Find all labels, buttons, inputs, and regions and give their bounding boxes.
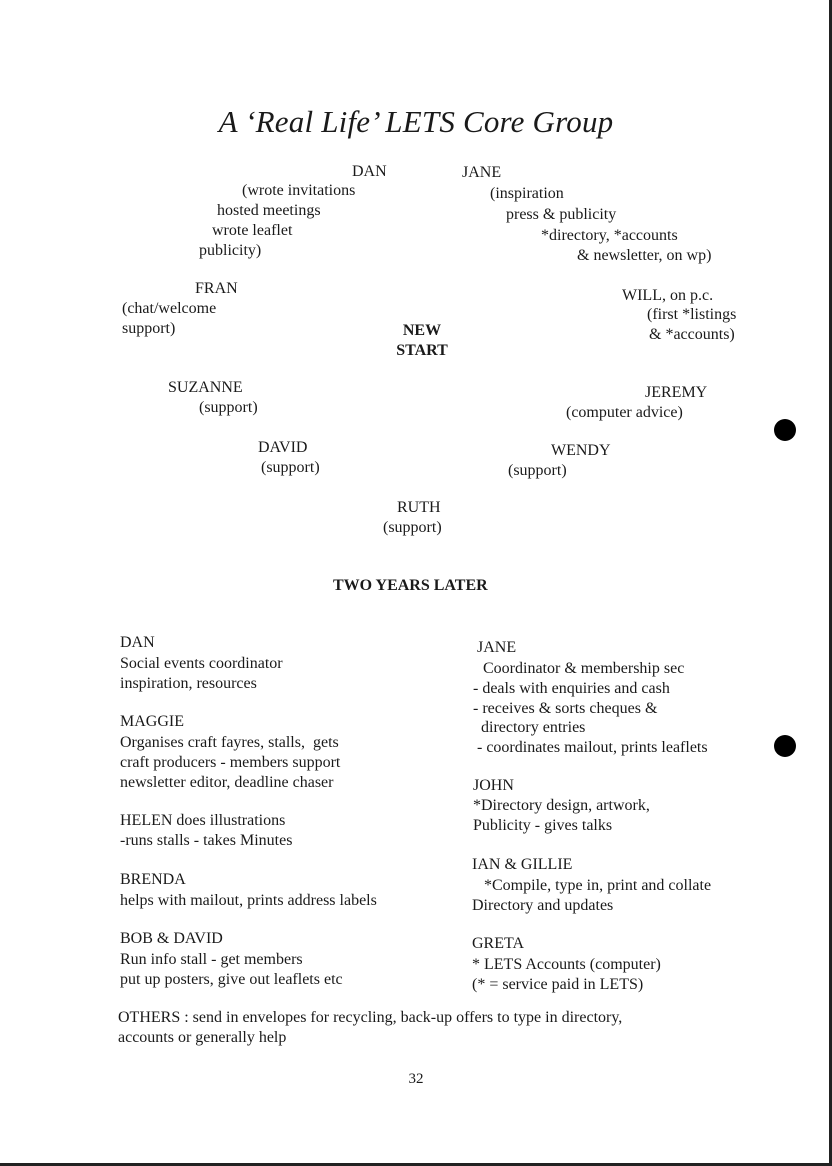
will-name: WILL, on p.c.: [622, 287, 714, 304]
wendy-note: (support): [508, 462, 567, 479]
david-name: DAVID: [258, 439, 308, 456]
page-number: 32: [408, 1071, 424, 1087]
wendy-name: WENDY: [551, 442, 611, 459]
ruth-name: RUTH: [397, 499, 441, 516]
fran-note-1: (chat/welcome: [122, 300, 217, 317]
jane-note-4: & newsletter, on wp): [577, 247, 712, 264]
maggie-line-3: newsletter editor, deadline chaser: [120, 774, 334, 791]
later-dan-name: DAN: [120, 634, 155, 651]
helen-line-1: -runs stalls - takes Minutes: [120, 832, 293, 849]
dan-note-2: hosted meetings: [217, 202, 321, 219]
punch-hole-bottom: [774, 735, 796, 757]
jane-name: JANE: [462, 164, 502, 181]
later-jane-line-4: directory entries: [473, 719, 586, 736]
section-heading: TWO YEARS LATER: [333, 577, 488, 594]
suzanne-note: (support): [199, 399, 258, 416]
suzanne-name: SUZANNE: [168, 379, 243, 396]
later-dan-line-1: Social events coordinator: [120, 655, 283, 672]
jane-note-1: (inspiration: [490, 185, 564, 202]
maggie-line-2: craft producers - members support: [120, 754, 341, 771]
brenda-name: BRENDA: [120, 871, 186, 888]
brenda-line-1: helps with mailout, prints address labels: [120, 892, 377, 909]
center-label-line-2: START: [396, 342, 448, 359]
maggie-name: MAGGIE: [120, 713, 184, 730]
david-note: (support): [261, 459, 320, 476]
john-line-2: Publicity - gives talks: [473, 817, 613, 834]
bob-david-line-2: put up posters, give out leaflets etc: [120, 971, 343, 988]
greta-line-2: (* = service paid in LETS): [472, 976, 644, 993]
fran-name: FRAN: [195, 280, 238, 297]
jane-note-3: *directory, *accounts: [541, 227, 678, 244]
ruth-note: (support): [383, 519, 442, 536]
later-jane-name: JANE: [477, 639, 517, 656]
dan-name: DAN: [352, 163, 387, 180]
jane-note-2: press & publicity: [506, 206, 617, 223]
page-title: A ‘Real Life’ LETS Core Group: [218, 104, 614, 139]
jeremy-note: (computer advice): [566, 404, 683, 421]
bob-david-name: BOB & DAVID: [120, 930, 223, 947]
john-line-1: *Directory design, artwork,: [473, 797, 650, 814]
bob-david-line-1: Run info stall - get members: [120, 951, 303, 968]
others-line-2: accounts or generally help: [118, 1029, 287, 1046]
later-jane-line-2: - deals with enquiries and cash: [473, 680, 670, 697]
later-jane-line-5: - coordinates mailout, prints leaflets: [473, 739, 708, 756]
ian-gillie-name: IAN & GILLIE: [472, 856, 573, 873]
ian-gillie-line-2: Directory and updates: [472, 897, 614, 914]
dan-note-1: (wrote invitations: [242, 182, 356, 199]
dan-note-3: wrote leaflet: [212, 222, 293, 239]
fran-note-2: support): [122, 320, 176, 337]
later-jane-line-3: - receives & sorts cheques &: [473, 700, 658, 717]
center-label-line-1: NEW: [402, 322, 442, 339]
others-line-1: OTHERS : send in envelopes for recycling, back-up offers to type in directory,: [118, 1009, 623, 1026]
helen-name: HELEN does illustrations: [120, 812, 286, 829]
will-note-1: (first *listings: [647, 306, 737, 323]
ian-gillie-line-1: *Compile, type in, print and collate: [472, 877, 712, 894]
maggie-line-1: Organises craft fayres, stalls, gets: [120, 734, 339, 751]
will-note-2: & *accounts): [649, 326, 735, 343]
jeremy-name: JEREMY: [645, 384, 708, 401]
greta-line-1: * LETS Accounts (computer): [472, 956, 661, 973]
john-name: JOHN: [473, 777, 514, 794]
greta-name: GRETA: [472, 935, 525, 952]
dan-note-4: publicity): [199, 242, 262, 259]
punch-hole-top: [774, 419, 796, 441]
later-dan-line-2: inspiration, resources: [120, 675, 257, 692]
later-jane-line-1: Coordinator & membership sec: [475, 660, 685, 677]
